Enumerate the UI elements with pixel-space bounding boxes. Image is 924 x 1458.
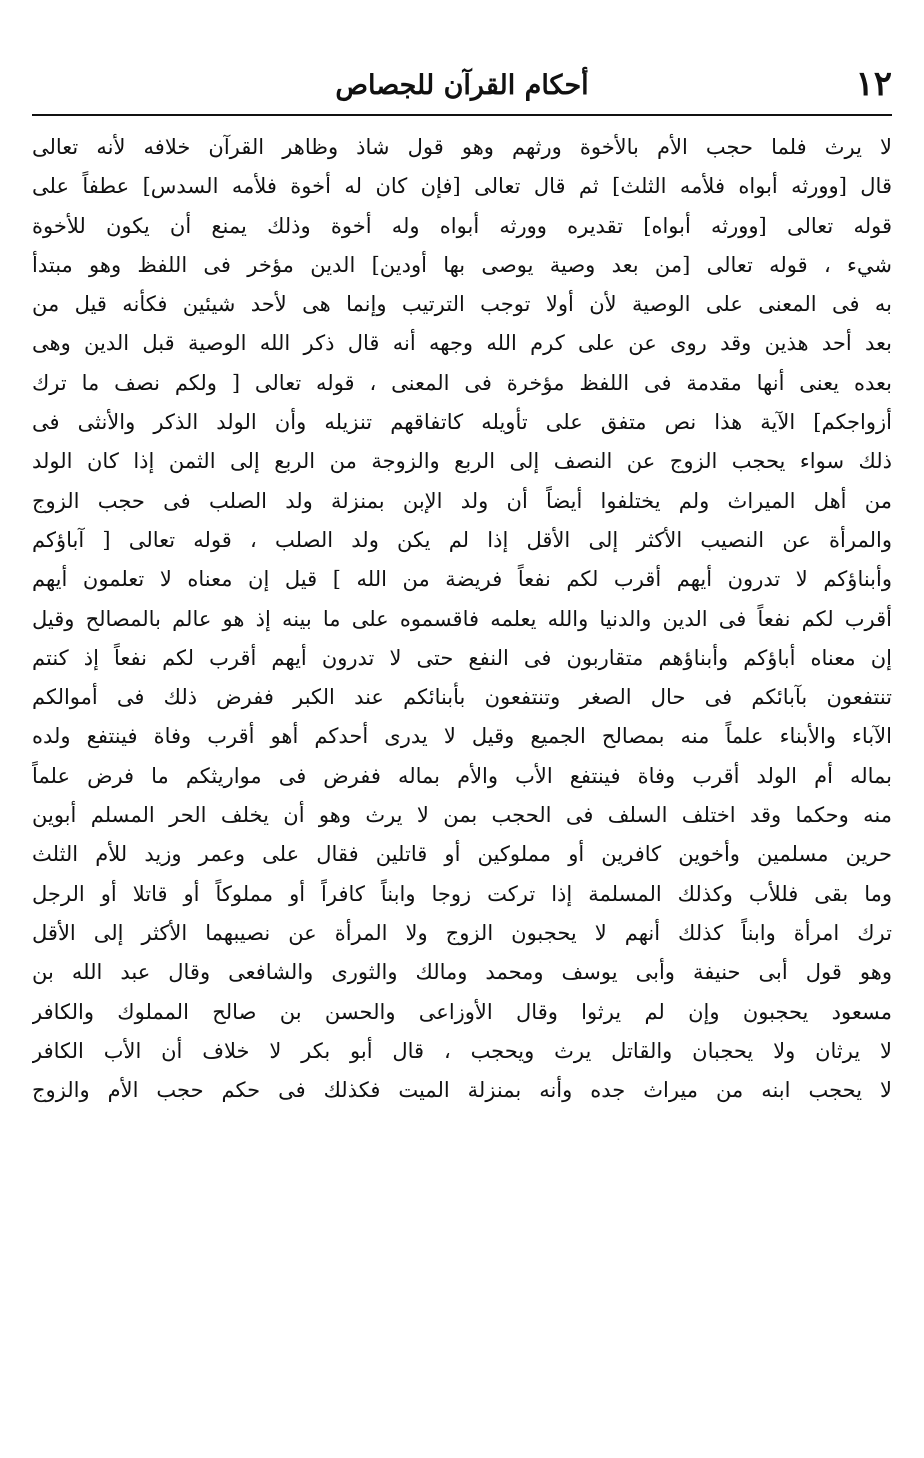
text-line: من أهل الميراث ولم يختلفوا أيضاً أن ولد الإبن بمنزلة ولد الصلب فى حجب الزوج	[32, 488, 892, 513]
text-line: به فى المعنى على الوصية لأن أولا توجب الترتيب وإنما هى لأحد شيئين فكأنه قيل من	[32, 292, 892, 317]
header-rule	[32, 114, 892, 116]
text-line: تنتفعون بآبائكم فى حال الصغر وتنتفعون بأبنائكم عند الكبر ففرض ذلك فى أموالكم	[32, 685, 892, 710]
page-number: ١٢	[855, 64, 892, 104]
text-line: شيء ، قوله تعالى [من بعد وصية يوصى بها أودين] الدين مؤخر فى اللفظ وهو مبتدأ	[32, 252, 892, 277]
text-line: لا يحجب ابنه من ميراث جده وأنه بمنزلة الميت فكذلك فى حكم حجب الأم والزوج	[32, 1078, 892, 1103]
text-line: أزواجكم] الآية هذا نص متفق على تأويله كاتفاقهم تنزيله وأن الولد الذكر والأنثى فى	[32, 410, 892, 435]
text-line: وما بقى فللأب وكذلك المسلمة إذا تركت زوجا وابناً كافراً أو مملوكاً أو قاتلا أو الرجل	[32, 881, 892, 906]
text-line: ترك امرأة وابناً كذلك أنهم لا يحجبون الزوج ولا المرأة عن نصيبهما الأكثر إلى الأقل	[32, 920, 892, 945]
text-line: قال [وورثه أبواه فلأمه الثلث] ثم قال تعالى [فإن كان له أخوة فلأمه السدس] عطفاً على	[32, 174, 892, 199]
text-line: منه وحكما وقد اختلف السلف فى الحجب بمن لا يرث وهو أن يخلف الحر المسلم أبوين	[32, 803, 892, 828]
text-line: بماله أم الولد أقرب وفاة فينتفع الأب والأم بماله ففرض فى مواريثكم ما فرض علماً	[32, 763, 892, 788]
text-line: بعده يعنى أنها مقدمة فى اللفظ مؤخرة فى المعنى ، قوله تعالى [ ولكم نصف ما ترك	[32, 370, 892, 395]
body-text	[32, 128, 892, 1110]
text-line: وهو قول أبى حنيفة وأبى يوسف ومحمد ومالك والثورى والشافعى وقال عبد الله بن	[32, 960, 892, 985]
running-title: أحكام القرآن للجصاص	[335, 70, 589, 101]
text-line: مسعود يحجبون وإن لم يرثوا وقال الأوزاعى والحسن بن صالح المملوك والكافر	[32, 999, 892, 1024]
page-header	[32, 62, 892, 112]
text-line: حرين مسلمين وأخوين كافرين أو مملوكين أو قاتلين فقال على وعمر وزيد للأم الثلث	[32, 842, 892, 867]
text-line: وأبناؤكم لا تدرون أيهم أقرب لكم نفعاً فريضة من الله ] قيل إن معناه لا تعلمون أيهم	[32, 567, 892, 592]
text-line: ذلك سواء يحجب الزوج عن النصف إلى الربع والزوجة من الربع إلى الثمن إذا كان الولد	[32, 449, 892, 474]
text-line: الآباء والأبناء علماً منه بمصالح الجميع وقيل لا يدرى أحدكم أهو أقرب وفاة فينتفع ولده	[32, 724, 892, 749]
text-line: قوله تعالى [وورثه أبواه] تقديره وورثه أبواه وله أخوة وذلك يمنع أن يكون للأخوة	[32, 213, 892, 238]
text-line: أقرب لكم نفعاً فى الدين والدنيا والله يعلمه فاقسموه على ما بينه إذ هو عالم بالمصالح وقيل	[32, 606, 892, 631]
text-line: إن معناه أباؤكم وأبناؤهم متقاربون فى النفع حتى لا تدرون أيهم أقرب لكم نفعاً إذ كنتم	[32, 645, 892, 670]
text-line: لا يرثان ولا يحجبان والقاتل يرث ويحجب ، قال أبو بكر لا خلاف أن الأب الكافر	[32, 1038, 892, 1063]
text-line: والمرأة عن النصيب الأكثر إلى الأقل إذا لم يكن ولد الصلب ، قوله تعالى [ آباؤكم	[32, 527, 892, 552]
text-line: بعد أحد هذين وقد روى عن على كرم الله وجهه أنه قال ذكر الله الوصية قبل الدين وهى	[32, 331, 892, 356]
text-line: لا يرث فلما حجب الأم بالأخوة ورثهم وهو قول شاذ وظاهر القرآن خلافه لأنه تعالى	[32, 135, 892, 159]
